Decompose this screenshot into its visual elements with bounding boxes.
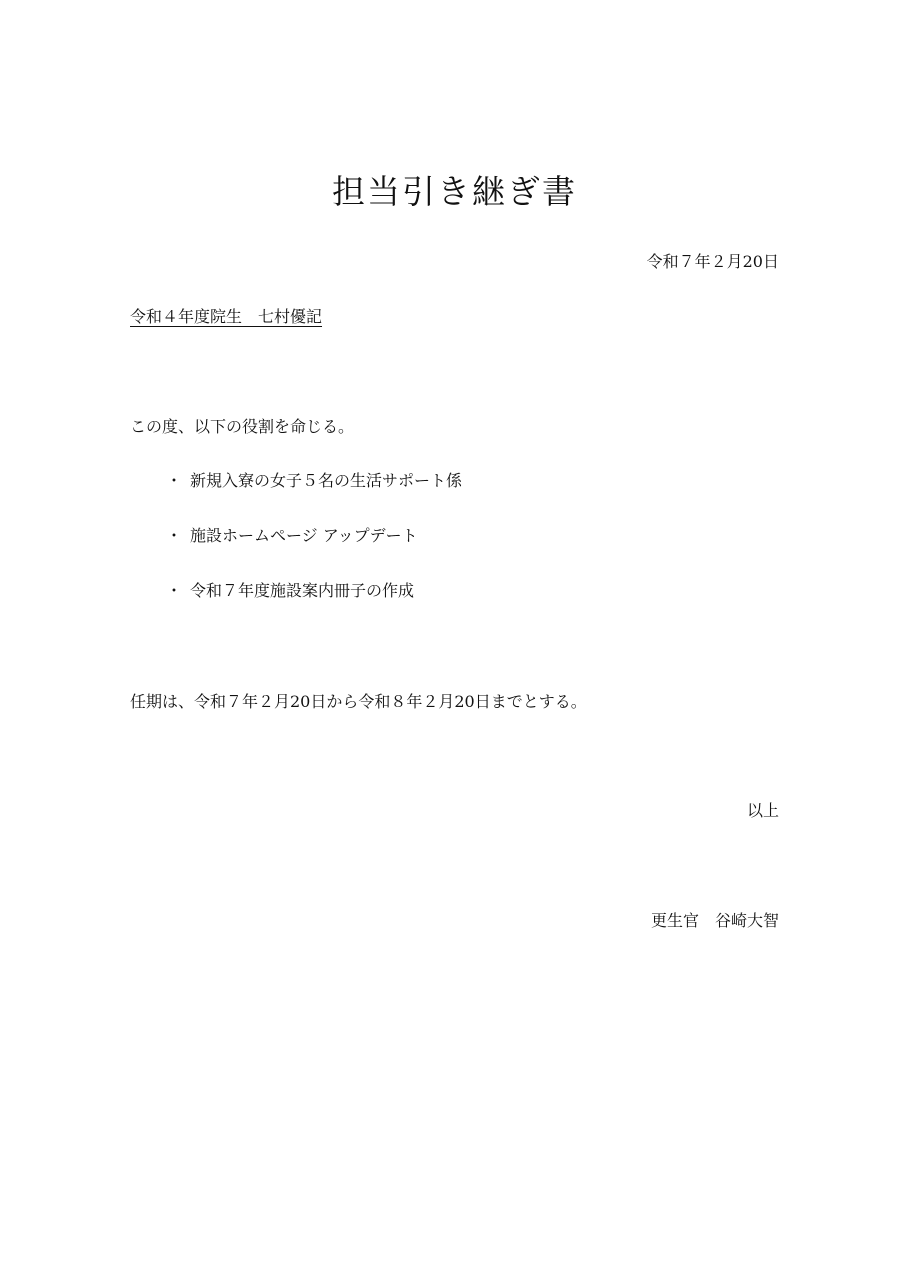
recipient-name: 令和４年度院生 七村優記 xyxy=(130,307,323,326)
signature-name: 更生官 谷崎大智 xyxy=(650,911,779,930)
duty-text: 施設ホームページ アップデート xyxy=(190,526,418,545)
bullet-marker: ・ xyxy=(166,471,183,490)
duty-text: 令和７年度施設案内冊子の作成 xyxy=(190,581,415,600)
bullet-marker: ・ xyxy=(166,581,183,600)
closing-mark: 以上 xyxy=(746,801,779,820)
list-item xyxy=(166,524,462,579)
bullet-marker: ・ xyxy=(166,526,183,545)
list-item xyxy=(166,579,462,634)
list-item xyxy=(166,469,462,524)
duty-list xyxy=(166,469,462,634)
intro-text: この度、以下の役割を命じる。 xyxy=(130,417,355,436)
term-statement: 任期は、令和７年２月20日から令和８年２月20日までとする。 xyxy=(130,692,587,711)
issue-date: 令和７年２月20日 xyxy=(646,252,779,271)
duty-text: 新規入寮の女子５名の生活サポート係 xyxy=(190,471,463,490)
document-title: 担当引き継ぎ書 xyxy=(332,172,577,211)
